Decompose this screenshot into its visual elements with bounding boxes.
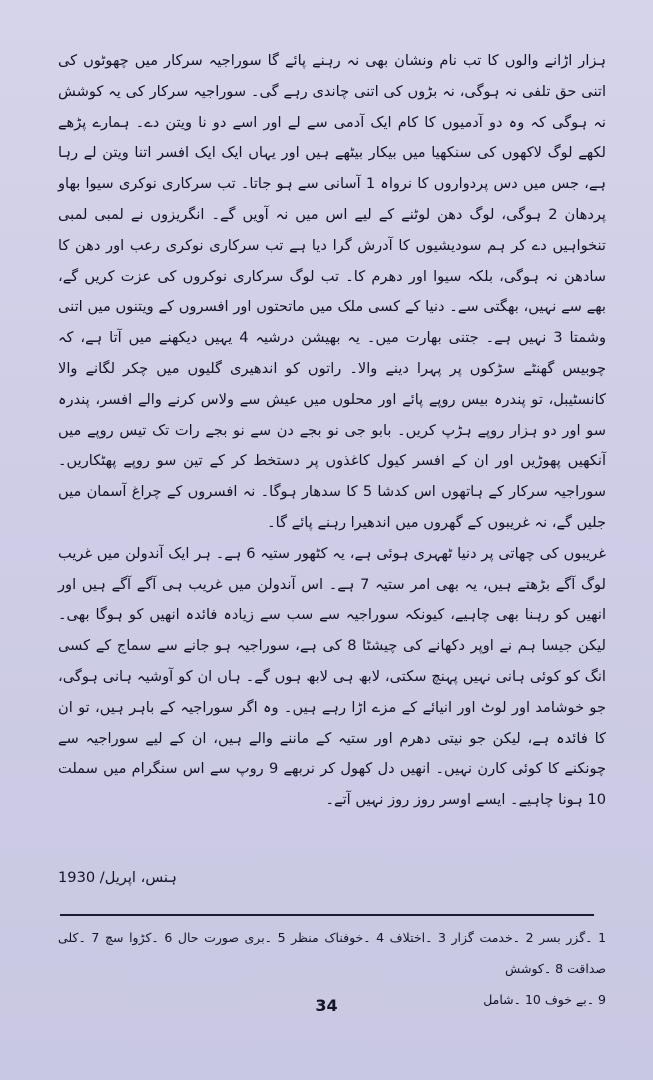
page-number: 34 (315, 996, 338, 1015)
main-text (58, 46, 606, 816)
paragraph-1: ہزار اڑانے والوں کا تب نام ونشان بھی نہ رہنے پائے گا سوراجیہ سرکار میں چھوٹوں کی اتنی حق تلفی نہ ہوگی، نہ بڑوں کی اتنی چاندی رہے گی۔ سوراجیہ سرکار کی یہ کوشش نہ ہوگی کہ وہ دو آدمیوں کا کام ایک آدمی سے لے اور اسے دو نا ویتن دے۔ ہمارے پڑھے لکھے لوگ لاکھوں کی سنکھیا میں بیکار بیٹھے ہیں اور یہاں ایک ایک افسر اتنا ویتن لے رہا ہے، جس میں دس پردواروں کا نرواہ 1 آسانی سے ہو جاتا۔ تب سرکاری نوکری سیوا بھاو پردھان 2 ہوگی، لوگ دھن لوٹنے کے لیے اس میں نہ آویں گے۔ انگریزوں نے لمبی لمبی تنخواہیں دے کر ہم سودیشیوں کا آدرش گرا دیا ہے تب سرکاری نوکری رعب اور دھن کا سادھن نہ ہوگی، بلکہ سیوا اور دھرم کا۔ تب لوگ سرکاری نوکروں کی عزت کریں گے، بھے سے نہیں، بھگتی سے۔ دنیا کے کسی ملک میں ماتحتوں اور افسروں کے ویتنوں میں اتنی وشمتا 3 نہیں ہے۔ جتنی بھارت میں۔ یہ بھیشن درشیہ 4 یہیں دیکھنے میں آتا ہے، کہ چوبیس گھنٹے سڑکوں پر پہرا دینے والا۔ راتوں کو اندھیری گلیوں میں چکر لگانے والا کانسٹیبل، تو پندرہ بیس روپے پائے اور محلوں میں عیش سے ولاس کرنے والے افسر، پندرہ سو اور دو ہزار روپے ہڑپ کریں۔ بابو جی نو بجے دن سے نو بجے رات تک تیس روپے میں آنکھیں پھوڑیں اور ان کے افسر کیول کاغذوں پر دستخط کر کے تین سو روپے پھٹکاریں۔ سوراجیہ سرکار کے ہاتھوں اس کدشا 5 کا سدھار ہوگا۔ نہ افسروں کے چراغ آسمان میں جلیں گے، نہ غریبوں کے گھروں میں اندھیرا رہنے پائے گا۔ (58, 52, 607, 531)
footnote-divider (60, 914, 594, 916)
footnote-line-2: 9 ۔بے خوف 10 ۔شامل (483, 992, 606, 1007)
paragraph-2: غریبوں کی چھاتی پر دنیا ٹھہری ہوئی ہے، یہ کٹھور ستیہ 6 ہے۔ ہر ایک آندولن میں غریب لوگ آگے بڑھتے ہیں، یہ بھی امر ستیہ 7 ہے۔ اس آندولن میں غریب ہی آگے آگے ہیں اور انھیں کو رہنا بھی چاہیے، کیونکہ سوراجیہ سے سب سے زیادہ فائدہ انھیں کو ہوگا بھی۔ لیکن جیسا ہم نے اوپر دکھانے کی چیشٹا 8 کی ہے، سوراجیہ ہو جانے سے سماج کے کسی انگ کو کوئی ہانی نہیں پہنچ سکتی، لابھ ہی لابھ ہوں گے۔ ہاں ان کو آوشیہ ہانی ہوگی، جو خوشامد اور لوٹ اور انیائے کے مزے اڑا رہے ہیں۔ وہ اگر سوراجیہ کے باہر ہیں، تو ان کا فائدہ ہے، لیکن جو نیتی دھرم اور ستیہ کے ماننے والے ہیں، ان کے لیے سوراجیہ سے چونکنے کا کوئی کارن نہیں۔ انھیں دل کھول کر نربھے 9 روپ سے اس سنگرام میں سملت 10 ہونا چاہیے۔ ایسے اوسر روز روز نہیں آتے۔ (58, 544, 607, 809)
source-signoff: ہنس، اپریل/ 1930 (58, 869, 177, 886)
footnote-line-1: 1 ۔گزر بسر 2 ۔خدمت گزار 3 ۔اختلاف 4 ۔خوفناک منظر 5 ۔بری صورت حال 6 ۔کڑوا سچ 7 ۔کلی صداقت 8 ۔کوشش (58, 930, 607, 976)
